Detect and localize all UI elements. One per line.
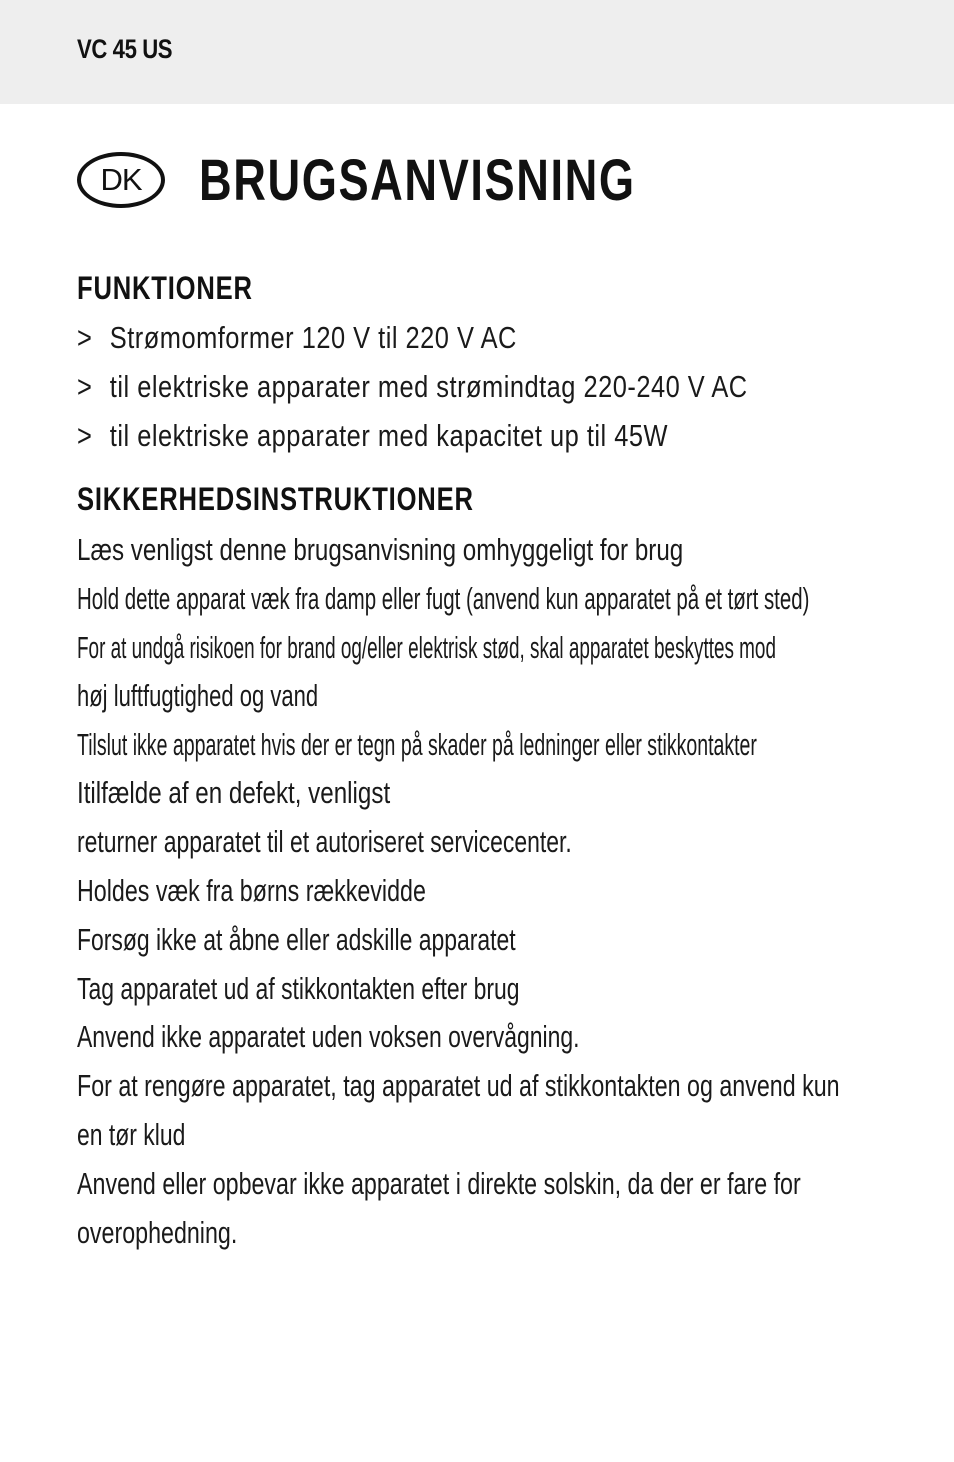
feature-item: [77, 369, 748, 405]
safety-line: overophedning.: [77, 1215, 238, 1250]
safety-line: høj luftfugtighed og vand: [77, 678, 319, 713]
feature-item-text: Strømomformer 120 V til 220 V AC: [109, 320, 517, 355]
safety-line: en tør klud: [77, 1117, 186, 1152]
safety-line: For at undgå risikoen for brand og/eller elektrisk stød, skal apparatet beskyttes mod: [77, 630, 776, 665]
safety-line: Forsøg ikke at åbne eller adskille apparatet: [77, 922, 516, 957]
functions-heading: FUNKTIONER: [77, 270, 253, 306]
model-number: VC 45 US: [77, 34, 173, 64]
page-title: BRUGSANVISNING: [199, 147, 636, 213]
language-badge-icon: DK: [77, 152, 165, 208]
safety-line: returner apparatet til et autoriseret servicecenter.: [77, 824, 572, 859]
safety-line: Læs venligst denne brugsanvisning omhyggeligt for brug: [77, 532, 684, 567]
safety-heading: SIKKERHEDSINSTRUKTIONER: [77, 481, 474, 517]
feature-item: [77, 418, 668, 454]
chevron-right-icon: >: [77, 369, 93, 404]
safety-line: For at rengøre apparatet, tag apparatet ud af stikkontakten og anvend kun: [77, 1068, 840, 1103]
safety-line: Anvend ikke apparatet uden voksen overvågning.: [77, 1019, 580, 1054]
chevron-right-icon: >: [77, 320, 93, 355]
chevron-right-icon: >: [77, 418, 93, 453]
safety-line: Tilslut ikke apparatet hvis der er tegn på skader på ledninger eller stikkontakter: [77, 727, 757, 762]
feature-item-text: til elektriske apparater med strømindtag 220-240 V AC: [109, 369, 748, 404]
title-row: [77, 145, 759, 215]
safety-line: Itilfælde af en defekt, venligst: [77, 775, 391, 810]
feature-item-text: til elektriske apparater med kapacitet up til 45W: [109, 418, 668, 453]
safety-line: Anvend eller opbevar ikke apparatet i direkte solskin, da der er fare for: [77, 1166, 801, 1201]
safety-line: Holdes væk fra børns rækkevidde: [77, 873, 426, 908]
feature-item: [77, 320, 517, 356]
safety-line: Hold dette apparat væk fra damp eller fugt (anvend kun apparatet på et tørt sted): [77, 581, 810, 616]
safety-line: Tag apparatet ud af stikkontakten efter brug: [77, 971, 520, 1006]
